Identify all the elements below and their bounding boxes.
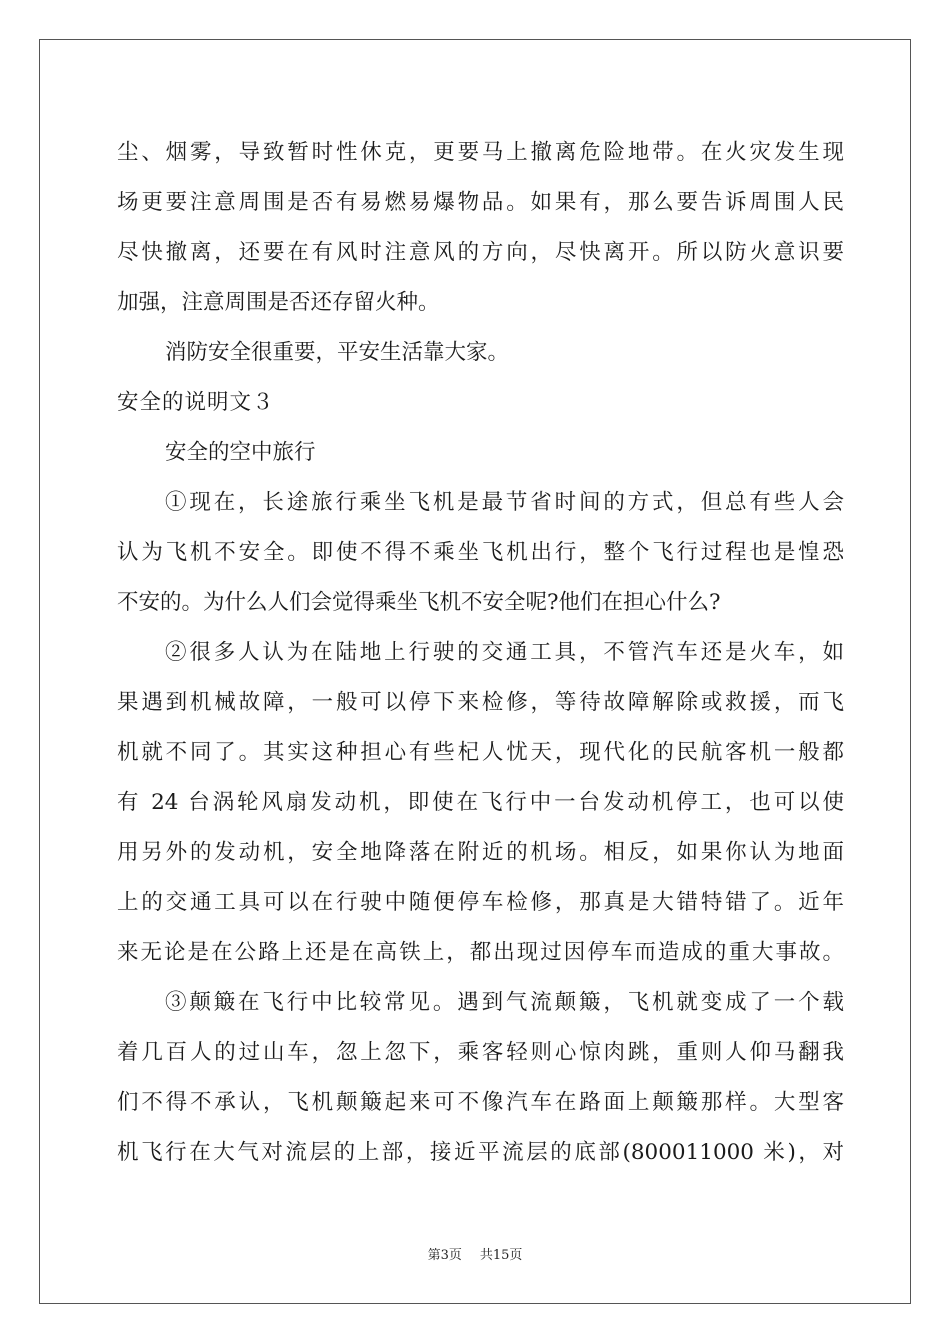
paragraph-line: 认为飞机不安全。即使不得不乘坐飞机出行，整个飞行过程也是惶恐	[117, 540, 844, 565]
paragraph-line: 有 24 台涡轮风扇发动机，即使在飞行中一台发动机停工，也可以使	[117, 790, 844, 815]
page-number: 第3页	[427, 1248, 462, 1263]
total-pages: 共15页	[479, 1248, 523, 1263]
page-footer	[0, 1244, 950, 1263]
paragraph-line: ②很多人认为在陆地上行驶的交通工具，不管汽车还是火车，如	[165, 640, 844, 665]
paragraph-line: 上的交通工具可以在行驶中随便停车检修，那真是大错特错了。近年	[117, 890, 844, 915]
paragraph-line: 果遇到机械故障，一般可以停下来检修，等待故障解除或救援，而飞	[117, 690, 844, 715]
paragraph-line: 消防安全很重要，平安生活靠大家。	[165, 340, 510, 365]
paragraph-line: 来无论是在公路上还是在高铁上，都出现过因停车而造成的重大事故。	[117, 940, 844, 965]
paragraph-line: 加强，注意周围是否还存留火种。	[117, 290, 440, 315]
paragraph-line: ①现在，长途旅行乘坐飞机是最节省时间的方式，但总有些人会	[165, 490, 844, 515]
paragraph-line: 尽快撤离，还要在有风时注意风的方向，尽快离开。所以防火意识要	[117, 240, 844, 265]
paragraph-line: 机飞行在大气对流层的上部，接近平流层的底部(800011000 米)，对	[117, 1140, 844, 1165]
paragraph-line: 尘、烟雾，导致暂时性休克，更要马上撤离危险地带。在火灾发生现	[117, 140, 844, 165]
document-body	[117, 128, 844, 1178]
paragraph-line: 不安的。为什么人们会觉得乘坐飞机不安全呢?他们在担心什么?	[117, 590, 721, 615]
article-title: 安全的空中旅行	[165, 440, 316, 465]
paragraph-line: 场更要注意周围是否有易燃易爆物品。如果有，那么要告诉周围人民	[117, 190, 844, 215]
paragraph-line: 用另外的发动机，安全地降落在附近的机场。相反，如果你认为地面	[117, 840, 844, 865]
paragraph-line: ③颠簸在飞行中比较常见。遇到气流颠簸，飞机就变成了一个载	[165, 990, 844, 1015]
section-heading: 安全的说明文３	[117, 390, 275, 415]
paragraph-line: 机就不同了。其实这种担心有些杞人忧天，现代化的民航客机一般都	[117, 740, 844, 765]
paragraph-line: 着几百人的过山车，忽上忽下，乘客轻则心惊肉跳，重则人仰马翻我	[117, 1040, 844, 1065]
paragraph-line: 们不得不承认，飞机颠簸起来可不像汽车在路面上颠簸那样。大型客	[117, 1090, 844, 1115]
